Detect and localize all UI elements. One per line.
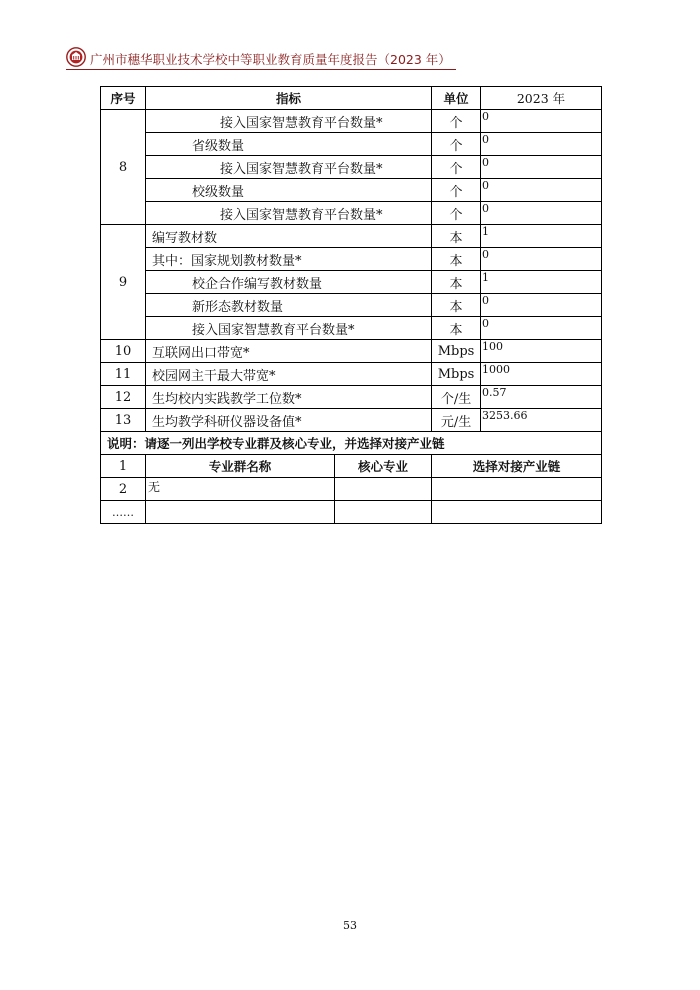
- table-row: [101, 271, 602, 294]
- page-number: 53: [343, 919, 357, 932]
- table-row: [101, 133, 602, 156]
- unit-label: 个: [432, 179, 481, 202]
- unit-label: 本: [432, 317, 481, 340]
- group-name-cell: 无: [146, 478, 335, 501]
- table-row: [101, 363, 602, 386]
- unit-label: 本: [432, 225, 481, 248]
- indicator-label: 校企合作编写教材数量: [146, 271, 432, 294]
- value-cell: 0.57: [481, 386, 602, 409]
- col-header-group: 专业群名称: [146, 455, 335, 478]
- indicator-label: 互联网出口带宽*: [146, 340, 432, 363]
- table-row: [101, 317, 602, 340]
- table-row: [101, 248, 602, 271]
- unit-label: 元/生: [432, 409, 481, 432]
- table-row: [101, 340, 602, 363]
- header-divider: [66, 69, 456, 70]
- table-row: [101, 225, 602, 248]
- value-cell: 1: [481, 271, 602, 294]
- unit-label: Mbps: [432, 340, 481, 363]
- unit-label: 个: [432, 133, 481, 156]
- school-logo-icon: [66, 47, 86, 67]
- note-text: 说明：请逐一列出学校专业群及核心专业，并选择对接产业链: [101, 432, 602, 455]
- unit-label: 个/生: [432, 386, 481, 409]
- industry-chain-cell: [432, 478, 602, 501]
- indicator-label: 生均教学科研仪器设备值*: [146, 409, 432, 432]
- value-cell: 1000: [481, 363, 602, 386]
- industry-chain-cell: [432, 501, 602, 524]
- value-cell: 3253.66: [481, 409, 602, 432]
- table-row: [101, 409, 602, 432]
- indicator-label: 新形态教材数量: [146, 294, 432, 317]
- sub-table-header-row: [101, 455, 602, 478]
- row-number: 12: [101, 386, 146, 409]
- indicator-label: 接入国家智慧教育平台数量*: [146, 317, 432, 340]
- table-row: [101, 179, 602, 202]
- indicator-table: [100, 86, 602, 524]
- table-row: [101, 501, 602, 524]
- unit-label: 本: [432, 294, 481, 317]
- col-header-no: 序号: [101, 87, 146, 110]
- row-number: 1: [101, 455, 146, 478]
- indicator-label: 接入国家智慧教育平台数量*: [146, 110, 432, 133]
- row-number: ……: [101, 501, 146, 524]
- unit-label: 个: [432, 156, 481, 179]
- page-header: [66, 47, 466, 69]
- table-header-row: [101, 87, 602, 110]
- indicator-label: 生均校内实践教学工位数*: [146, 386, 432, 409]
- row-number: 10: [101, 340, 146, 363]
- indicator-label: 编写教材数: [146, 225, 432, 248]
- row-number: 2: [101, 478, 146, 501]
- value-cell: 0: [481, 156, 602, 179]
- col-header-unit: 单位: [432, 87, 481, 110]
- table-row: [101, 294, 602, 317]
- group-name-cell: [146, 501, 335, 524]
- unit-label: 个: [432, 202, 481, 225]
- row-number: 9: [101, 225, 146, 340]
- indicator-label: 校园网主干最大带宽*: [146, 363, 432, 386]
- core-major-cell: [335, 501, 432, 524]
- value-cell: 0: [481, 179, 602, 202]
- unit-label: Mbps: [432, 363, 481, 386]
- value-cell: 0: [481, 133, 602, 156]
- col-header-year: 2023 年: [481, 87, 602, 110]
- table-row: [101, 110, 602, 133]
- indicator-label: 接入国家智慧教育平台数量*: [146, 202, 432, 225]
- col-header-core-major: 核心专业: [335, 455, 432, 478]
- table-row: [101, 156, 602, 179]
- value-cell: 0: [481, 294, 602, 317]
- indicator-label: 省级数量: [146, 133, 432, 156]
- col-header-industry-chain: 选择对接产业链: [432, 455, 602, 478]
- value-cell: 0: [481, 317, 602, 340]
- indicator-label: 接入国家智慧教育平台数量*: [146, 156, 432, 179]
- row-number: 8: [101, 110, 146, 225]
- report-title: 广州市穗华职业技术学校中等职业教育质量年度报告（2023 年）: [90, 52, 451, 67]
- value-cell: 0: [481, 202, 602, 225]
- value-cell: 100: [481, 340, 602, 363]
- table-row: [101, 386, 602, 409]
- row-number: 11: [101, 363, 146, 386]
- row-number: 13: [101, 409, 146, 432]
- table-row: [101, 202, 602, 225]
- value-cell: 1: [481, 225, 602, 248]
- col-header-indicator: 指标: [146, 87, 432, 110]
- unit-label: 个: [432, 110, 481, 133]
- table-row: [101, 478, 602, 501]
- indicator-label: 校级数量: [146, 179, 432, 202]
- core-major-cell: [335, 478, 432, 501]
- unit-label: 本: [432, 248, 481, 271]
- indicator-label: 其中：国家规划教材数量*: [146, 248, 432, 271]
- value-cell: 0: [481, 248, 602, 271]
- note-row: [101, 432, 602, 455]
- value-cell: 0: [481, 110, 602, 133]
- unit-label: 本: [432, 271, 481, 294]
